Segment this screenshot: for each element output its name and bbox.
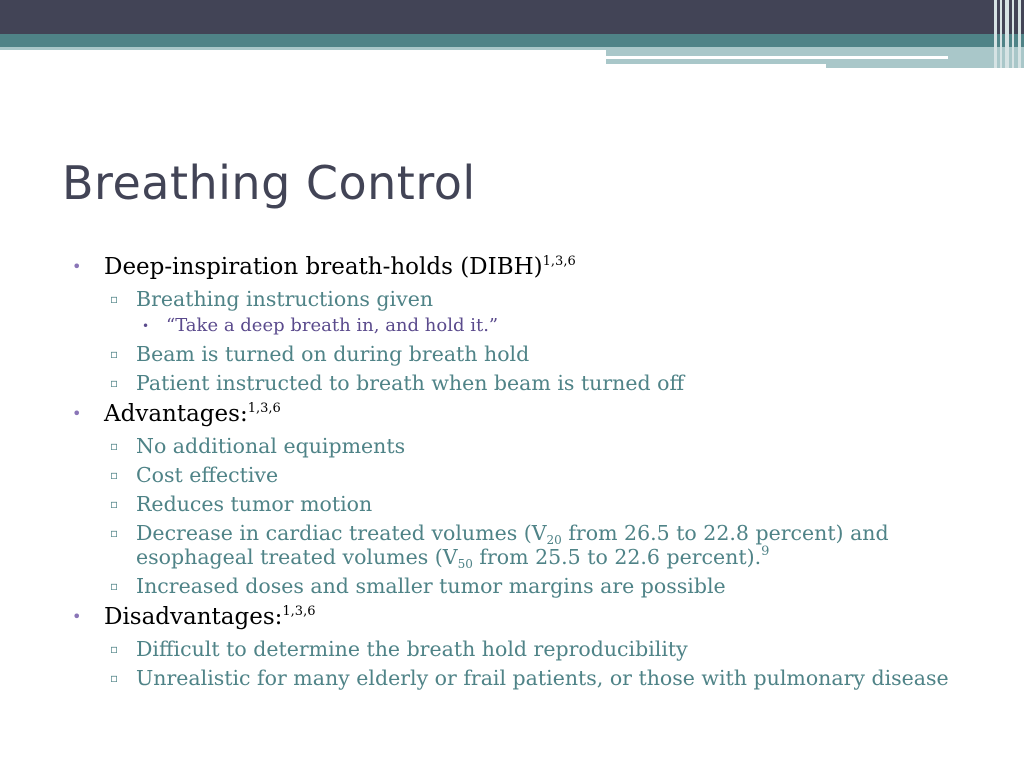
bullet-text: Breathing instructions given [136,287,434,311]
subscript: 50 [457,557,473,571]
bullet-text: Disadvantages: [104,604,283,630]
bullet-text: Difficult to determine the breath hold reproducibility [136,637,688,661]
square-bullet-icon: ▫ [110,347,119,361]
square-bullet-icon: ▫ [110,439,119,453]
header-line [606,64,826,68]
square-bullet-icon: ▫ [110,579,119,593]
bullet-advantages [70,399,970,429]
sub-bullet-adv4 [70,521,970,569]
bullet-icon: • [72,607,82,626]
bullet-text: Advantages: [104,401,248,427]
square-bullet-icon: ▫ [110,642,119,656]
sub-bullet-beam-off [70,371,970,395]
text-segment: from 26.5 to 22.8 percent) and esophageal treated volumes (V [136,521,889,569]
header-stripes [990,0,1024,68]
text-segment: from 25.5 to 22.6 percent). [472,545,762,569]
sub-sub-bullet-quote [70,315,970,337]
sub-bullet-adv1 [70,434,970,458]
bullet-text: Increased doses and smaller tumor margins are possible [136,574,726,598]
bullet-text: Reduces tumor motion [136,492,373,516]
bullet-text: Patient instructed to breath when beam is turned off [136,371,685,395]
sub-bullet-instructions [70,287,970,311]
bullet-text: Beam is turned on during breath hold [136,342,530,366]
square-bullet-icon: ▫ [110,292,119,306]
bullet-text: Unrealistic for many elderly or frail patients, or those with pulmonary disease [136,666,949,690]
bullet-text: Cost effective [136,463,279,487]
header-line [606,56,948,59]
square-bullet-icon: ▫ [110,376,119,390]
slide-content [70,252,970,690]
bullet-icon: • [142,319,150,333]
reference-superscript: 9 [761,544,770,559]
bullet-disadvantages [70,602,970,632]
sub-bullet-dis2 [70,666,970,690]
square-bullet-icon: ▫ [110,671,119,685]
reference-superscript: 1,3,6 [282,604,316,619]
square-bullet-icon: ▫ [110,526,119,540]
bullet-text: “Take a deep breath in, and hold it.” [166,315,499,336]
bullet-icon: • [72,404,82,423]
header-band-teal [0,34,1024,47]
sub-bullet-dis1 [70,637,970,661]
sub-bullet-adv5 [70,574,970,598]
bullet-text: No additional equipments [136,434,406,458]
sub-bullet-beam-on [70,342,970,366]
bullet-dibh [70,252,970,282]
square-bullet-icon: ▫ [110,497,119,511]
header-band-dark [0,0,1024,34]
bullet-text: Deep-inspiration breath-holds (DIBH) [104,254,543,280]
reference-superscript: 1,3,6 [247,401,281,416]
text-segment: Decrease in cardiac treated volumes (V [136,521,547,545]
reference-superscript: 1,3,6 [542,254,576,269]
sub-bullet-adv3 [70,492,970,516]
subscript: 20 [546,533,562,547]
bullet-text [136,521,889,569]
header-band-light [0,47,606,50]
slide-title: Breathing Control [62,156,476,210]
square-bullet-icon: ▫ [110,468,119,482]
bullet-icon: • [72,257,82,276]
sub-bullet-adv2 [70,463,970,487]
